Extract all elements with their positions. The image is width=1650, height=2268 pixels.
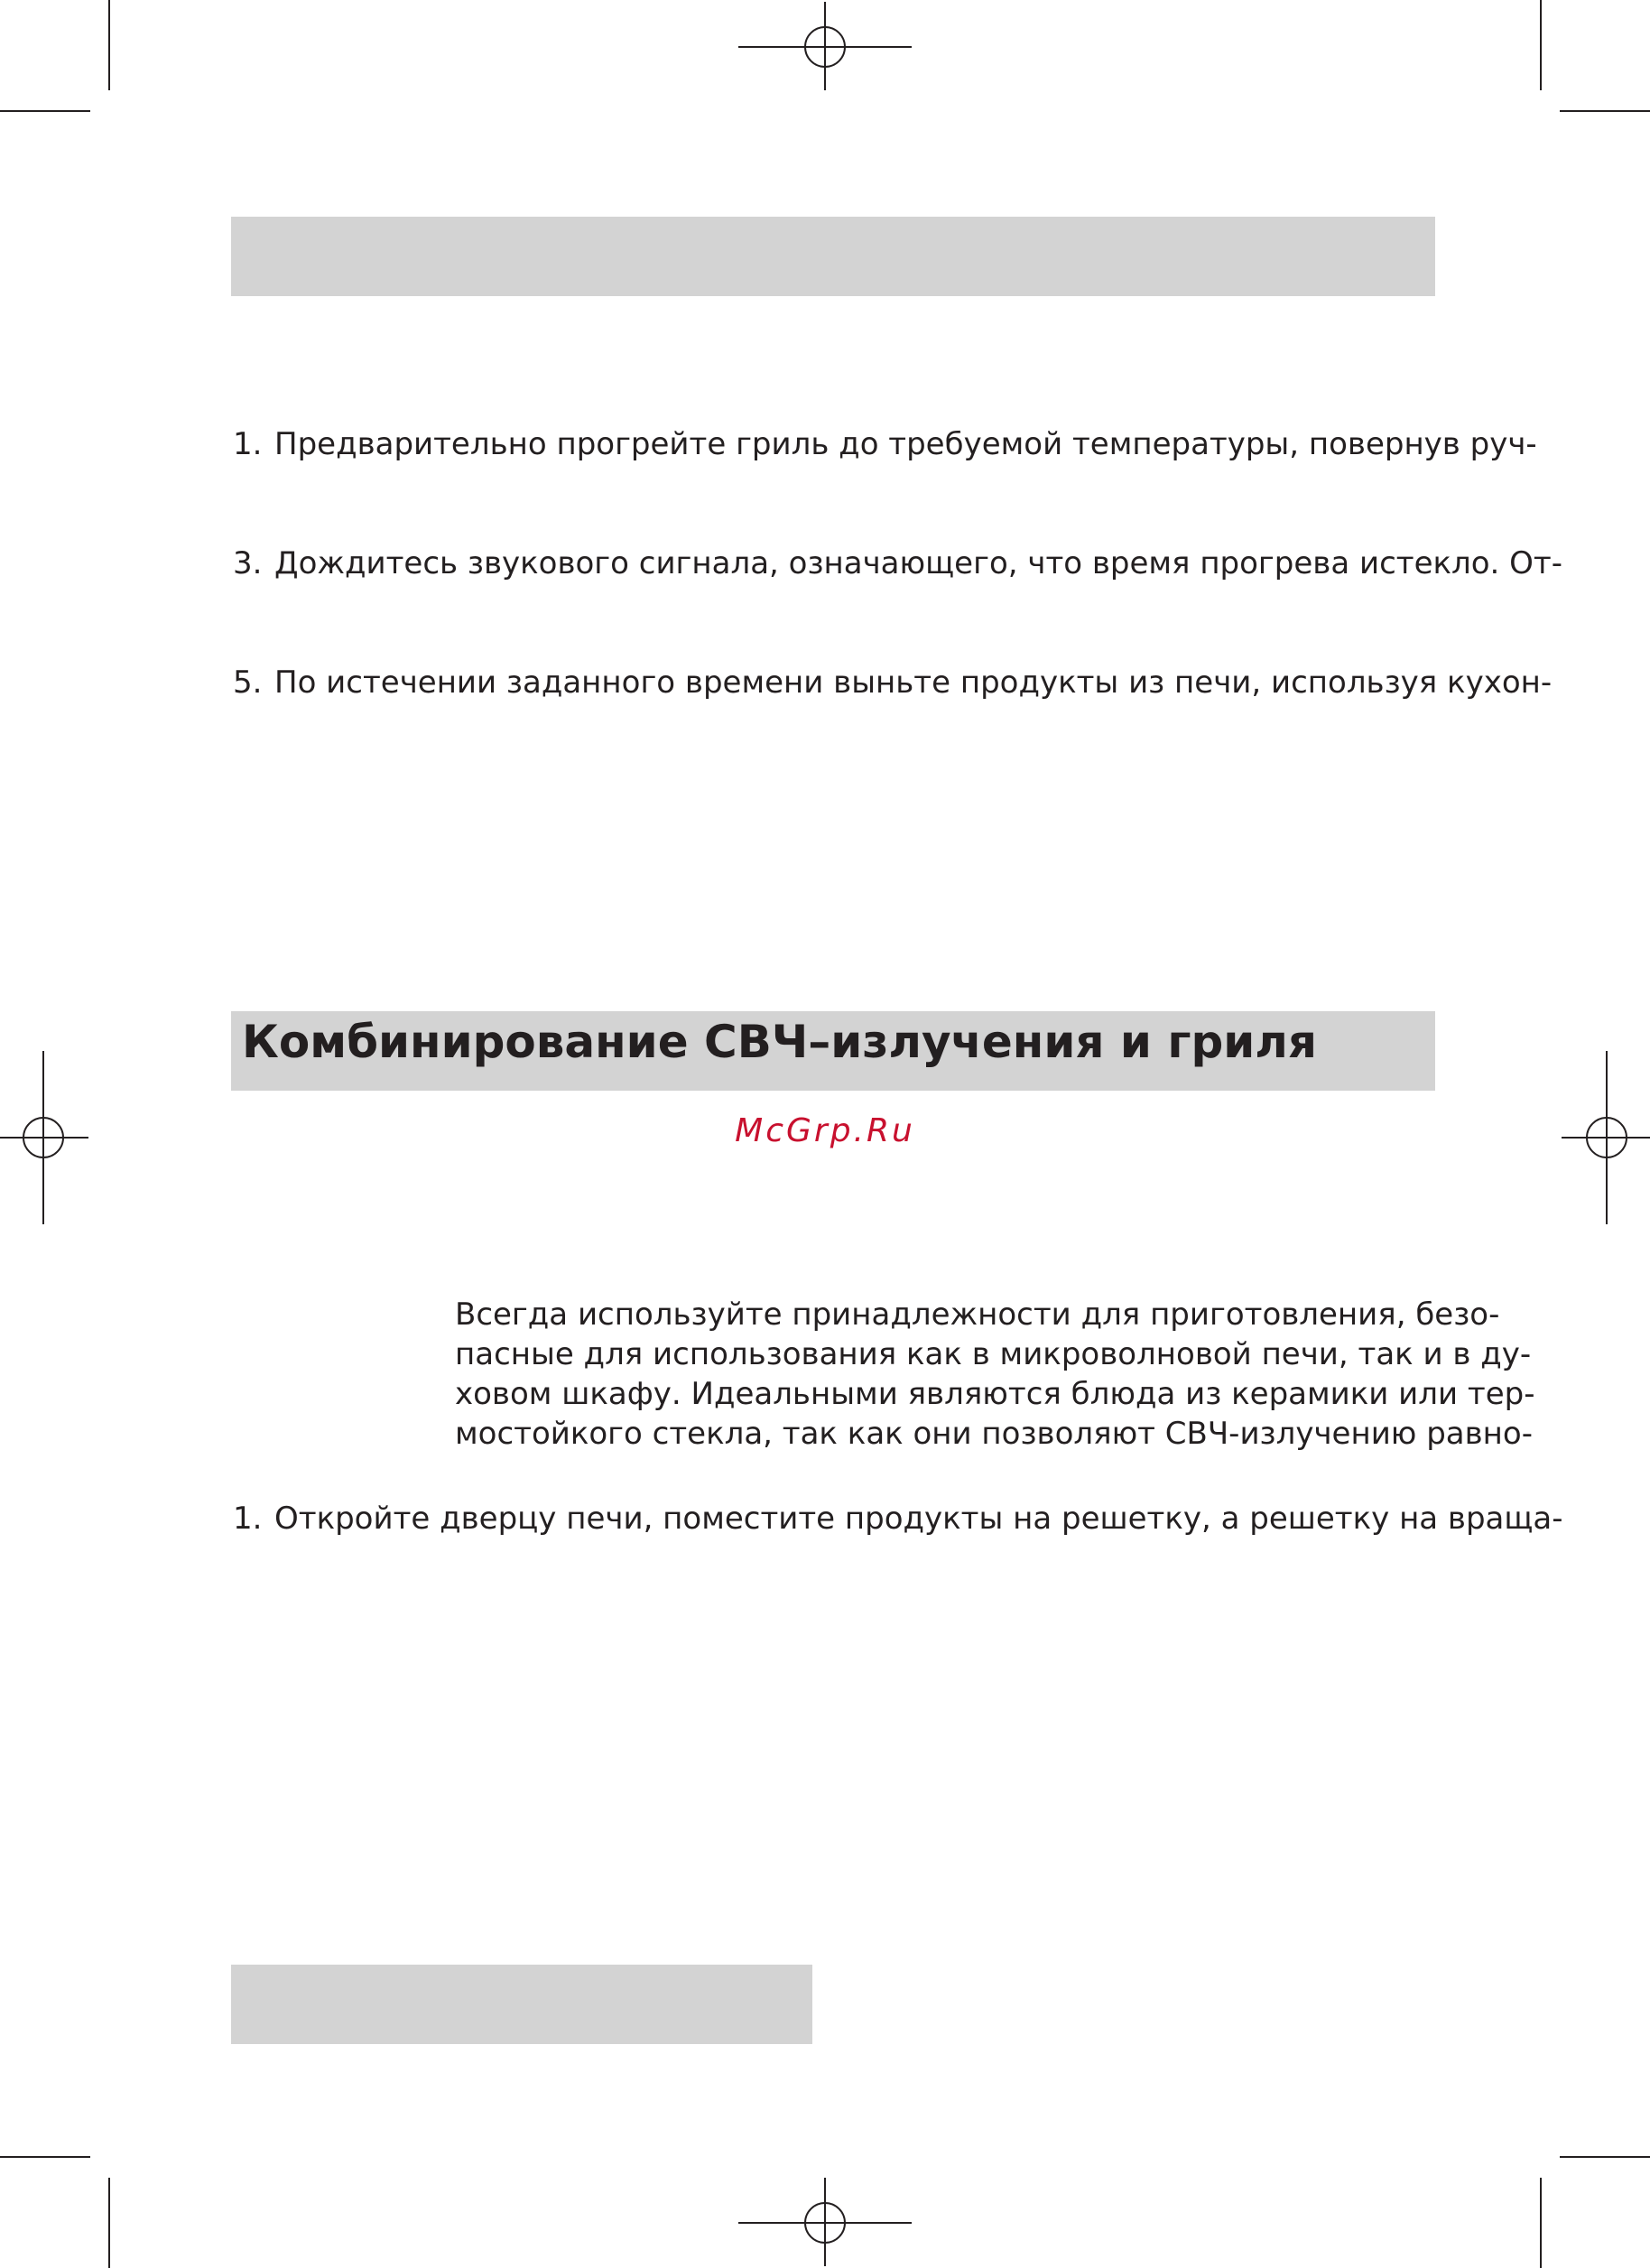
note-paragraph <box>455 1295 1535 1454</box>
crop-mark <box>108 0 110 90</box>
step-text: Откройте дверцу печи, поместите продукты на решетку, а решетку на враща- <box>274 1501 1563 1537</box>
watermark: McGrp.Ru <box>735 1112 915 1149</box>
registration-mark-bottom <box>735 2178 915 2268</box>
step-number: 3. <box>233 545 263 581</box>
step-item <box>233 665 1553 701</box>
step-text: Дождитесь звукового сигнала, означающего, что время прогрева истекло. От- <box>274 545 1563 581</box>
crop-mark <box>0 110 90 112</box>
section-heading: Комбинирование СВЧ–излучения и гриля <box>242 1016 1317 1068</box>
crop-mark <box>108 2178 110 2268</box>
crop-mark <box>1540 2178 1542 2268</box>
note-line: Всегда используйте принадлежности для приготовления, безо- <box>455 1297 1500 1333</box>
step-number: 1. <box>233 1501 263 1537</box>
crop-mark <box>1560 110 1650 112</box>
note-line: ховом шкафу. Идеальными являются блюда из керамики или тер- <box>455 1376 1535 1412</box>
crop-mark <box>1540 0 1542 90</box>
step-text: Предварительно прогрейте гриль до требуемой температуры, повернув руч- <box>274 426 1537 462</box>
crop-mark <box>0 2156 90 2158</box>
bottom-footer-band <box>231 1965 812 2044</box>
crop-mark <box>1560 2156 1650 2158</box>
step-item <box>233 1501 1563 1537</box>
step-number: 5. <box>233 665 263 701</box>
step-item <box>233 545 1563 581</box>
note-line: мостойкого стекла, так как они позволяют СВЧ-излучению равно- <box>455 1416 1533 1452</box>
top-header-band <box>231 217 1435 296</box>
note-line: пасные для использования как в микроволновой печи, так и в ду- <box>455 1336 1532 1372</box>
step-item <box>233 426 1537 462</box>
step-text: По истечении заданного времени выньте продукты из печи, используя кухон- <box>274 665 1553 701</box>
step-number: 1. <box>233 426 263 462</box>
registration-mark-top <box>735 0 915 90</box>
